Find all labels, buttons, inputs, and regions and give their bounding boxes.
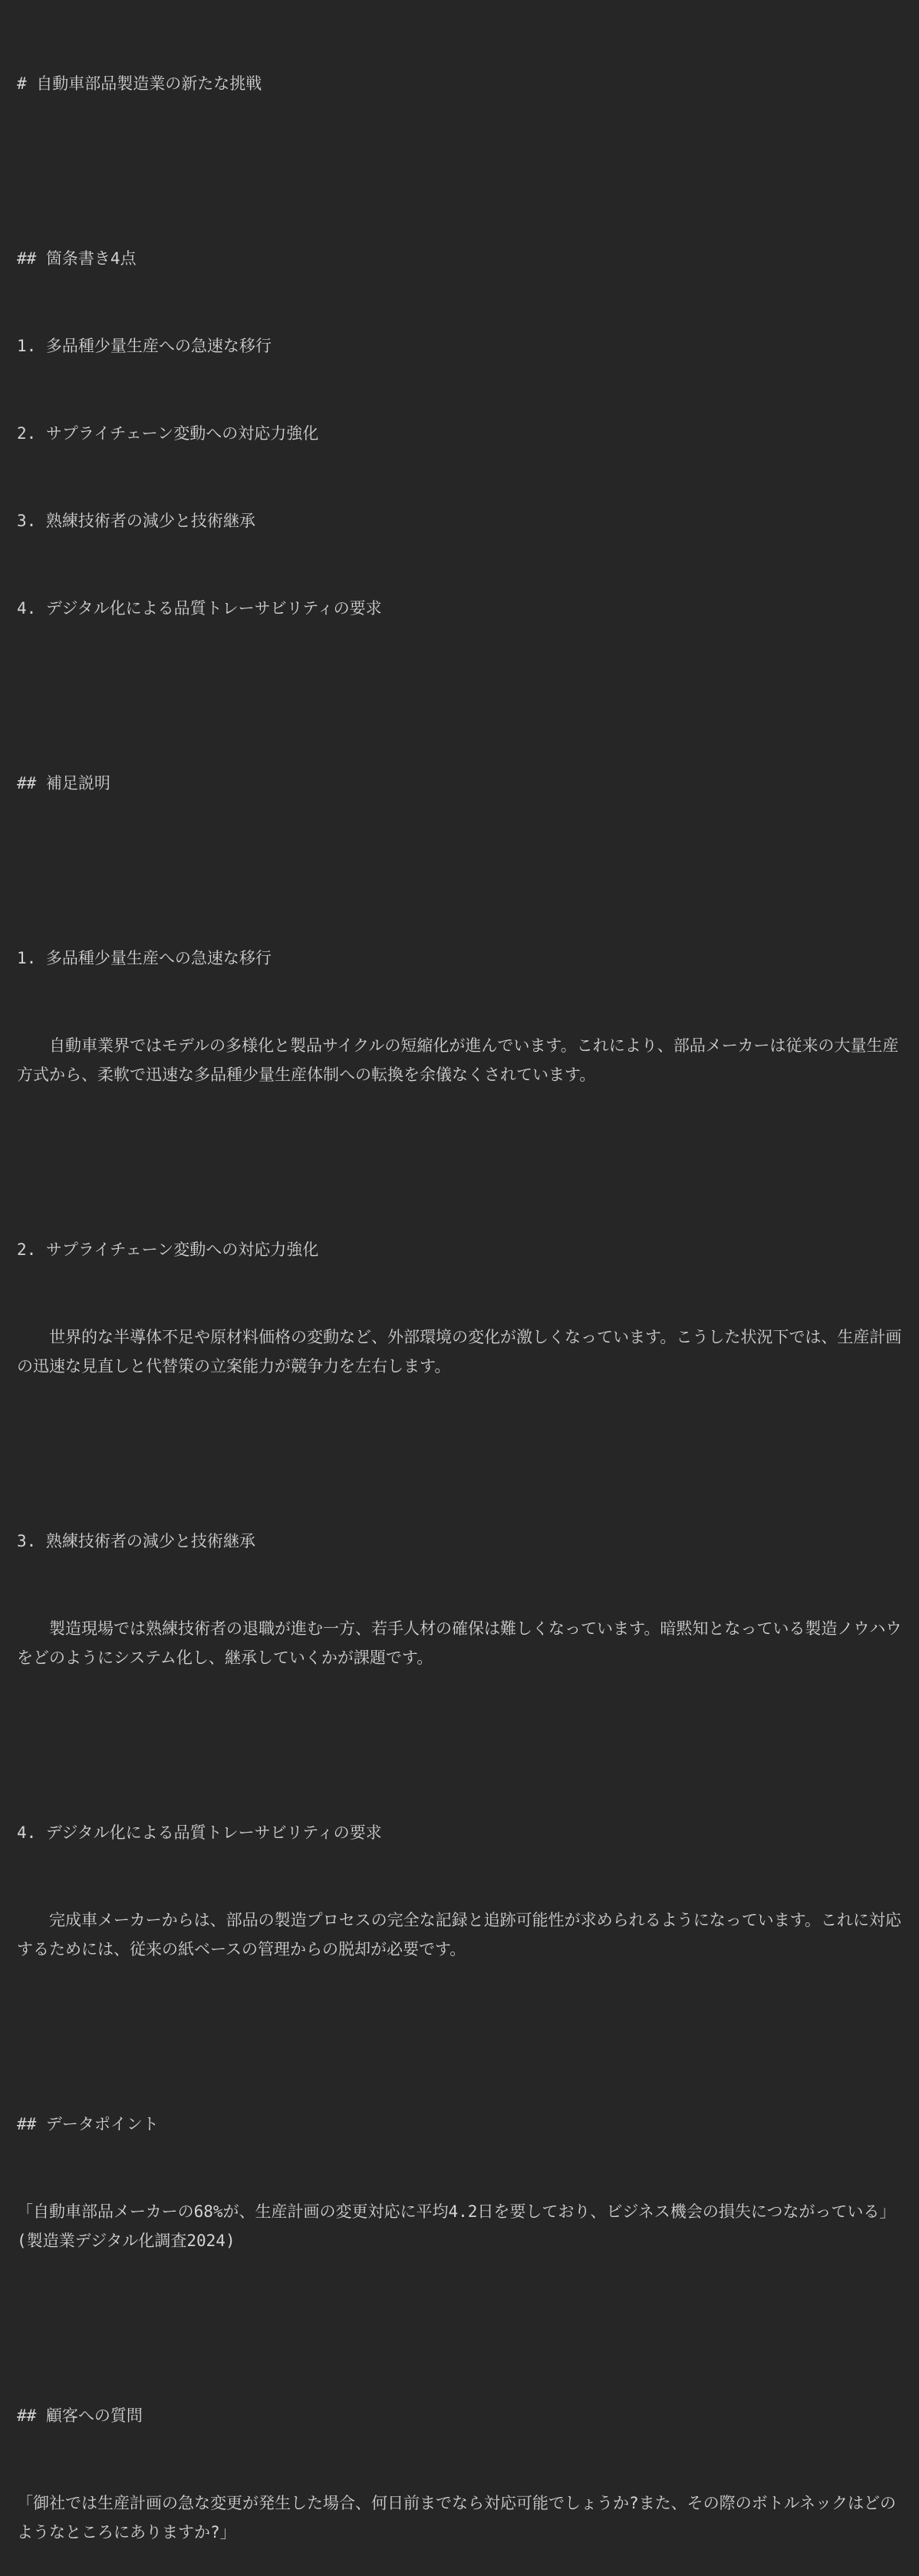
list-item: 4. デジタル化による品質トレーサビリティの要求 bbox=[17, 599, 382, 618]
section-item-title: 2. サプライチェーン変動への対応力強化 bbox=[17, 1240, 319, 1259]
section-item-paragraph: 世界的な半導体不足や原材料価格の変動など、外部環境の変化が激しくなっています。こうした状況下では、生産計画の迅速な見直しと代替策の立案能力が競争力を左右します。 bbox=[17, 1328, 902, 1375]
blank-line bbox=[17, 1148, 904, 1177]
doc-title: # 自動車部品製造業の新たな挑戦 bbox=[17, 74, 262, 93]
blank-line bbox=[17, 681, 904, 710]
blank-line bbox=[17, 1439, 904, 1468]
blank-line bbox=[17, 856, 904, 885]
heading-customer-question: ## 顧客への質問 bbox=[17, 2406, 143, 2425]
list-item: 3. 熟練技術者の減少と技術継承 bbox=[17, 512, 255, 530]
heading-bullet-points: ## 箇条書き4点 bbox=[17, 249, 137, 268]
list-item: 2. サプライチェーン変動への対応力強化 bbox=[17, 424, 319, 443]
blank-line bbox=[17, 2022, 904, 2051]
heading-data-point: ## データポイント bbox=[17, 2115, 159, 2133]
blank-line bbox=[17, 156, 904, 186]
section-item-title: 1. 多品種少量生産への急速な移行 bbox=[17, 949, 272, 967]
customer-question-quote: 「御社では生産計画の急な変更が発生した場合、何日前までなら対応可能でしょうか?また、その際のボトルネックはどのようなところにありますか?」 bbox=[17, 2494, 897, 2541]
section-item-paragraph: 製造現場では熟練技術者の退職が進む一方、若手人材の確保は難しくなっています。暗黙知となっている製造ノウハウをどのようにシステム化し、継承していくかが課題です。 bbox=[17, 1619, 902, 1667]
section-item-paragraph: 完成車メーカーからは、部品の製造プロセスの完全な記録と追跡可能性が求められるようになっています。これに対応するためには、従来の紙ベースの管理からの脱却が必要です。 bbox=[17, 1911, 901, 1958]
data-point-quote: 「自動車部品メーカーの68%が、生産計画の変更対応に平均4.2日を要しており、ビジネス機会の損失につながっている」(製造業デジタル化調査2024) bbox=[17, 2202, 896, 2250]
heading-supplementary: ## 補足説明 bbox=[17, 774, 110, 792]
list-item: 1. 多品種少量生産への急速な移行 bbox=[17, 337, 272, 355]
blank-line bbox=[17, 1731, 904, 1760]
section-item-paragraph: 自動車業界ではモデルの多様化と製品サイクルの短縮化が進んでいます。これにより、部品メーカーは従来の大量生産方式から、柔軟で迅速な多品種少量生産体制への転換を余儀なくされています。 bbox=[17, 1036, 899, 1084]
section-item-title: 4. デジタル化による品質トレーサビリティの要求 bbox=[17, 1823, 382, 1842]
blank-line bbox=[17, 2314, 904, 2343]
section-item-title: 3. 熟練技術者の減少と技術継承 bbox=[17, 1532, 255, 1550]
